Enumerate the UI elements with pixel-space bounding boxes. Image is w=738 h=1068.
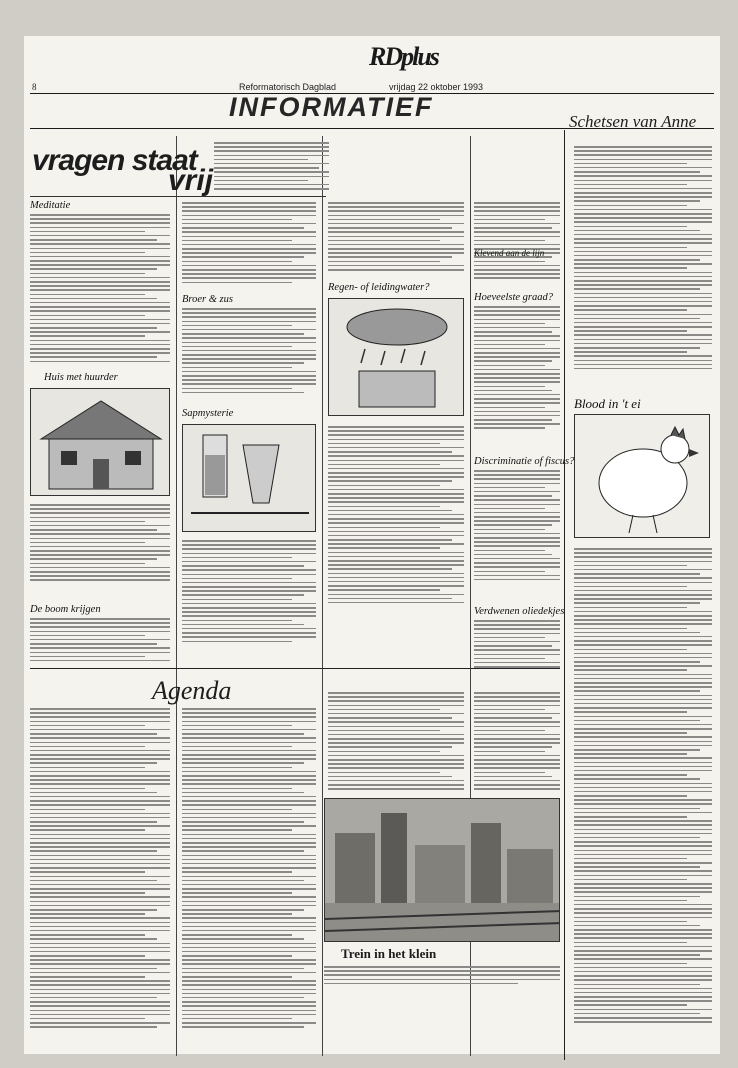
boom-body bbox=[30, 618, 170, 664]
heading-huis-met-huurder: Huis met huurder bbox=[44, 372, 118, 383]
heading-de-boom-krijgen: De boom krijgen bbox=[30, 604, 101, 615]
rain-illustration bbox=[328, 298, 464, 416]
vragen-rule bbox=[30, 196, 326, 197]
heading-regen-of-leidingwater: Regen- of leidingwater? bbox=[328, 282, 430, 293]
meditatie-body bbox=[30, 214, 170, 365]
col2-body-top bbox=[182, 202, 316, 286]
agenda-col3 bbox=[328, 692, 464, 793]
heading-verdwenen-oliedekjes: Verdwenen oliedekjes bbox=[474, 606, 565, 617]
agenda-rule bbox=[30, 668, 560, 669]
column-title: Schetsen van Anne bbox=[569, 112, 697, 131]
sap-body bbox=[182, 540, 316, 645]
section-title: INFORMATIEF bbox=[229, 92, 434, 122]
model-railway-photo bbox=[324, 798, 560, 942]
column-divider bbox=[176, 136, 177, 1056]
agenda-col1 bbox=[30, 708, 170, 1030]
page-number: 8 bbox=[32, 82, 37, 92]
column-body-top bbox=[574, 146, 712, 372]
broer-body bbox=[182, 308, 316, 396]
issue-date: vrijdag 22 oktober 1993 bbox=[389, 82, 484, 92]
juice-glass-illustration bbox=[182, 424, 316, 532]
newspaper-page bbox=[24, 36, 720, 1054]
heading-klevend-aan-de-lijn: Klevend aan de lijn bbox=[474, 248, 545, 258]
chicken-illustration bbox=[574, 414, 710, 538]
regen-body bbox=[328, 426, 464, 606]
heading-hoeveelste-graad: Hoeveelste graad? bbox=[474, 292, 554, 303]
col3-body-top bbox=[328, 202, 464, 273]
paper-name: Reformatorisch Dagblad bbox=[239, 82, 337, 92]
column-divider bbox=[564, 130, 565, 1060]
col4-body-a bbox=[474, 202, 560, 282]
heading-meditatie: Meditatie bbox=[30, 200, 71, 211]
intro-text bbox=[214, 142, 329, 192]
vragen-staat-vrij-logo bbox=[32, 144, 214, 197]
agenda-col2 bbox=[182, 708, 316, 1030]
house-illustration bbox=[30, 388, 170, 496]
vragen-title-line1: vragen staat bbox=[32, 144, 197, 177]
trein-caption-body bbox=[324, 966, 560, 987]
oliedekjes-body bbox=[474, 620, 560, 670]
heading-blood-in-t-ei: Blood in 't ei bbox=[574, 396, 641, 411]
vragen-title-line2: vrij bbox=[168, 164, 214, 197]
column-divider bbox=[322, 136, 323, 1056]
graad-body bbox=[474, 306, 560, 432]
trein-caption-title: Trein in het klein bbox=[341, 946, 437, 961]
column-body-bottom bbox=[574, 548, 712, 1025]
agenda-title: Agenda bbox=[152, 676, 232, 705]
discriminatie-body bbox=[474, 470, 560, 583]
heading-broer-en-zus: Broer & zus bbox=[182, 294, 233, 305]
rd-plus-logo: RDplus bbox=[369, 42, 438, 71]
agenda-col4 bbox=[474, 692, 560, 793]
heading-discriminatie: Discriminatie of fiscus? bbox=[474, 456, 575, 467]
heading-sapmysterie: Sapmysterie bbox=[182, 408, 234, 419]
huis-body bbox=[30, 504, 170, 584]
